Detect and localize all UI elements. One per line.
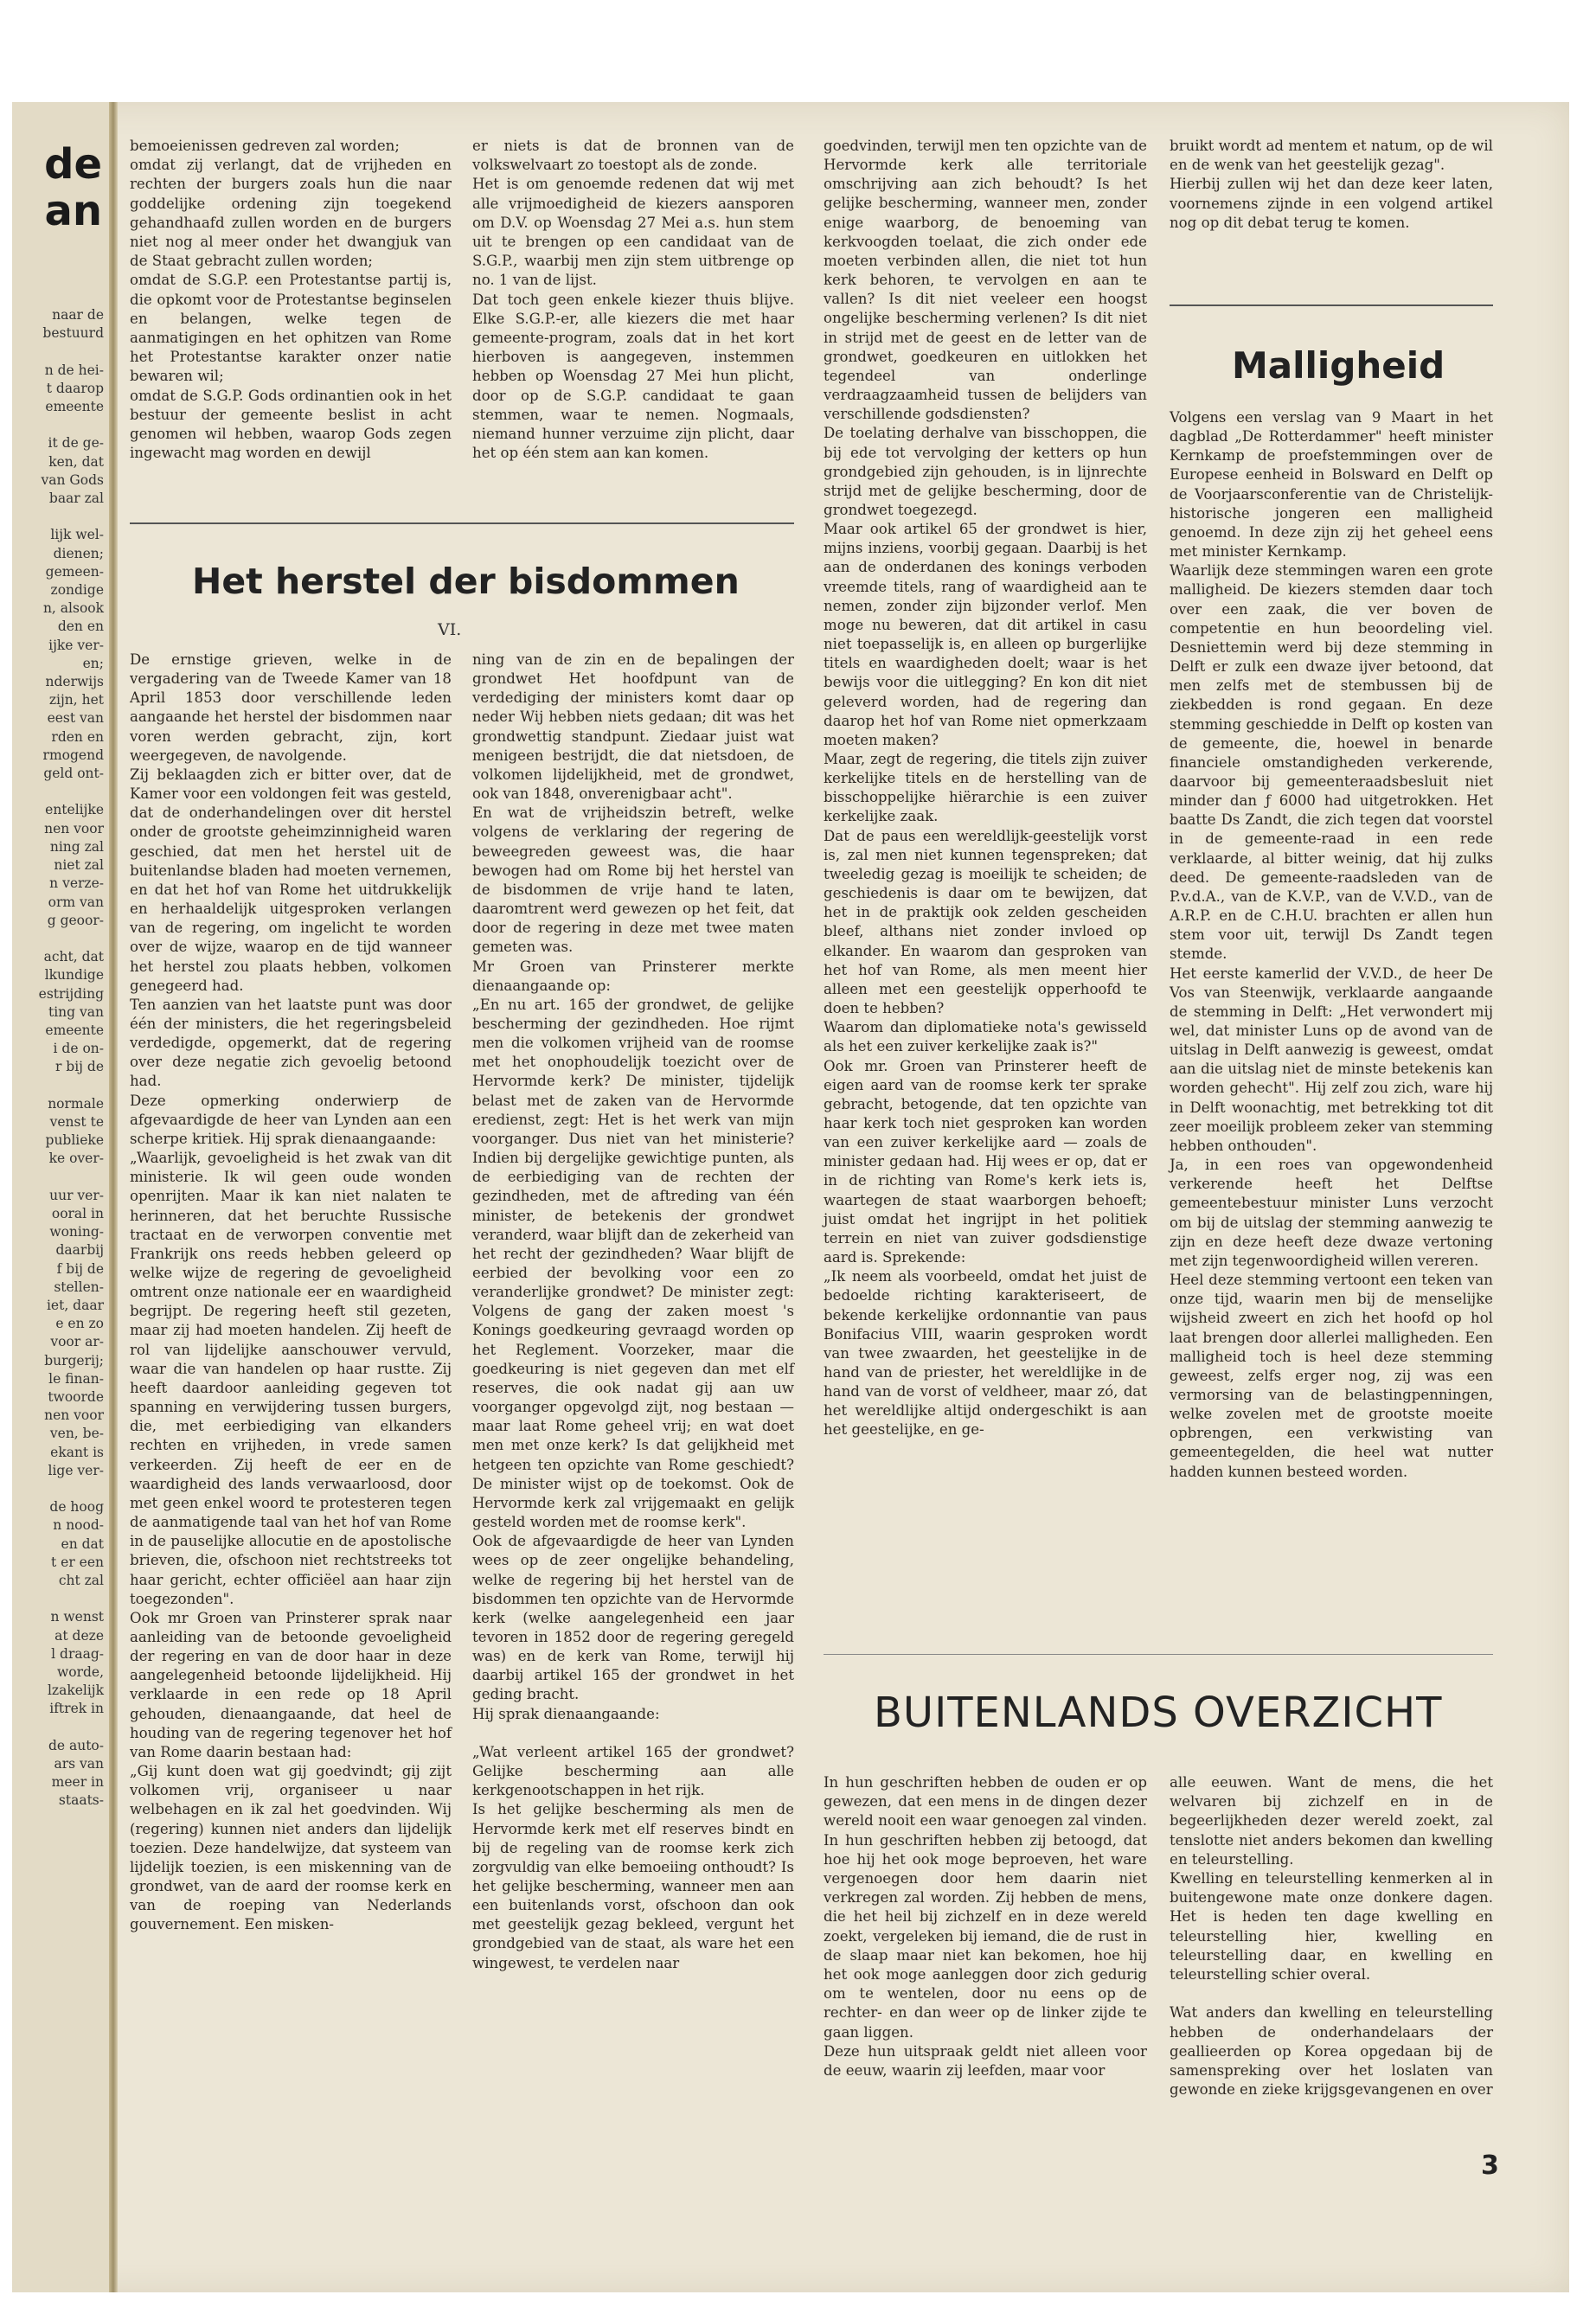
fragment-text: naar de bestuurd n de hei- t daarop emeente it de ge- ken, dat van Gods baar zal lijk wel- dienen; gemeen- zondige n, alsook den en ijke ver- en; nderwijs zijn, het eest van rden en rmogend geld ont- entelijke nen voor ning zal niet zal n verze- orm van g geoor- acht, dat lkundige estrijding ting van emeente i de on- r bij de normale venst te publieke ke over- uur ver- ooral in woning- daarbij f bij de stellen- iet, daar e en zo voor ar- burgerij; le finan- twoorde nen voor ven, be- ekant is lige ver- de hoog n nood- en dat t er een cht zal n wenst at deze l draag- worde, lzakelijk iftrek in de auto- ars van meer in staats- xyxy=(38,307,104,1809)
bisdommen-column-1: De ernstige grieven, welke in de vergadering van de Tweede Kamer van 18 April 1853 door verschillende leden aangaande het herstel der bisdommen naar voren werden gebracht, zijn, kort weergegeven, de navolgende. Zij beklaagden zich er bitter over, dat de Kamer voor een voldongen feit was gesteld, dat de onderhandelingen over dit herstel onder de grootste geheimzinnigheid waren geschied, dat men het herstel uit de buitenlandse bladen had moeten vernemen, en dat het hof van Rome het uitdrukkelijk en herhaaldelijk uitgesproken verlangen van de regering, om ingelicht te worden over de wijze, waarop en de tijd wanneer het herstel zou plaats hebben, volkomen genegeerd had. Ten aanzien van het laatste punt was door één der ministers, die het regeringsbeleid verdedigde, opgemerkt, dat de regering over deze negatie zich gevoelig betoond had. Deze opmerking onderwierp de afgevaardigde de heer van Lynden aan een scherpe kritiek. Hij sprak dienaangaande: „Waarlijk, gevoeligheid is het zwak van dit ministerie. Ik wil geen oude wonden openrijten. Maar ik kan niet nalaten te herinneren, dat het beruchte Russische tractaat en de verworpen conventie met Frankrijk ons reeds hebben geleerd op welke wijze de regering de gevoeligheid omtrent onze nationale eer en waardigheid begrijpt. De regering heeft stil gezeten, maar zij had moeten handelen. Zij heeft de rol van lijdelijke aanschouwer vervuld, waar die van handelen op haar rustte. Zij heeft daardoor aanleiding gegeven tot spanning en verwijdering tussen burgers, die, met eerbiediging van elkanders rechten en vrijheden, in vrede samen verkeerden. Zij heeft de eer en de waardigheid des lands verwaarloosd, door met geen enkel woord te protesteren tegen de aanmatigende taal van het hof van Rome in de pauselijke allocutie en de apostolische brieven, die, ofschoon niet rechtstreeks tot haar gericht, echter officiëel aan haar zijn toegezonden". Ook mr Groen van Prinsterer sprak naar aanleiding van de betoonde gevoeligheid der regering en van de door haar in deze aangelegenheid betoonde lijdelijkheid. Hij verklaarde in een rede op 18 April gehouden, dienaangaande, dat heel de houding van de regering tegenover het hof van Rome daarin bestaan had: „Gij kunt doen wat gij goedvindt; gij zijt volkomen vrij, organiseer u naar welbehagen en ik zal het goedvinden. Wij (regering) kunnen niet anders dan lijdelijk toezien. Deze handelwijze, dat systeem van lijdelijk toezien, is een miskenning van de grondwet, van de aard der roomse kerk en van de roeping van Nederlands gouvernement. Een misken- xyxy=(130,651,452,1933)
fragment-heading-2: an xyxy=(44,187,102,235)
section-divider xyxy=(130,522,794,524)
buitenlands-divider xyxy=(824,1654,1493,1655)
top-column-1: bemoeienissen gedreven zal worden; omdat zij verlangt, dat de vrijheden en rechten der burgers zoals hun die naar goddelijke ordening zijn toegekend gehandhaafd zullen worden en de burgers niet nog al meer onder het dwangjuk van de Staat gebracht zullen worden; omdat de S.G.P. een Protestantse partij is, die opkomt voor de Protestantse beginselen en belangen, welke tegen de aanmatigingen en het ophitzen van Rome het Protestantse karakter onzer natie bewaren wil; omdat de S.G.P. Gods ordinantien ook in het bestuur der gemeente beslist in acht genomen wil hebben, waarop Gods zegen ingewacht mag worden en dewijl xyxy=(130,138,452,462)
buitenlands-column-2: alle eeuwen. Want de mens, die het welvaren bij zichzelf en in de begeerlijkheden dezer wereld zoekt, zal tenslotte niet anders bekomen dan kwelling en teleurstelling. Kwelling en teleurstelling kenmerken al in buitengewone mate onze donkere dagen. Het is heden ten dage kwelling en teleurstelling hier, kwelling en teleurstelling daar, en kwelling en teleurstelling schier overal. Wat anders dan kwelling en teleurstelling hebben de onderhandelaars der geallieerden op Korea opgedaan bij de samenspreking over het loslaten van gewonde en zieke krijgsgevangenen en over xyxy=(1170,1774,1493,2099)
bisdommen-headline: Het herstel der bisdommen xyxy=(192,561,740,602)
malligheid-body: Volgens een verslag van 9 Maart in het dagblad „De Rotterdammer" heeft minister Kernkamp de proefstemmingen over de Europese eenheid in Bolsward en Delft op de Voorjaarsconferentie van de Christelijk-historische jongeren een malligheid genoemd. In deze zijn zij het geheel eens met minister Kernkamp. Waarlijk deze stemmingen waren een grote malligheid. De kiezers stemden daar toch over een zaak, die ver boven de competentie en hun beoordeling viel. Desniettemin werd bij deze stemming in Delft er zulk een dwaze ijver betoond, dat men zelfs met de stembussen bij de ziekbedden is rond gegaan. En deze stemming geschiedde in Delft op kosten van de gemeente, die, hoewel in benarde financiele omstandigheden verkerende, daarvoor bij gemeenteraadsbesluit niet minder dan ƒ 6000 had uitgetrokken. Het baatte Ds Zandt, die zich tegen dat voorstel in de gemeente-raad in een rede verklaarde, al bitter weinig, dat hij zulks deed. De gemeente-raadsleden van de P.v.d.A., van de K.V.P., van de V.V.D., van de A.R.P. en de C.H.U. brachten er allen hun stem voor uit, terwijl Ds Zandt tegen stemde. Het eerste kamerlid der V.V.D., de heer De Vos van Steenwijk, verklaarde aangaande de stemming in Delft: „Het verwondert mij wel, dat minister Luns op de avond van de uitslag in Delft aanwezig is geweest, omdat aan die uitslag niet de minste betekenis kan worden gehecht". Hij zelf zou zich, ware hij in Delft woonachtig, met betrekking tot dit zeer moeilijk probleem zeker van stemming hebben onthouden". Ja, in een roes van opgewondenheid verkerende heeft het Delftse gemeentebestuur minister Luns verzocht om bij de uitslag der stemming aanwezig te zijn en deze heeft deze dwaze vertoning met zijn tegenwoordigheid willen vereren. Heel deze stemming vertoont een teken van onze tijd, waarin men bij de menselijke wijsheid zweert en zich het hoofd op hol laat brengen door allerlei malligheden. Een malligheid toch is heel deze stemming geweest, zelfs erger nog, zij was een vermorsing van de belastingpenningen, welke zovelen met de grootste moeite opbrengen, een verkwisting van gemeentegelden, die heel wat nutter hadden kunnen besteed worden. xyxy=(1170,409,1493,1480)
fragment-heading-1: de xyxy=(44,140,102,189)
page-number: 3 xyxy=(1481,2150,1499,2181)
malligheid-headline: Malligheid xyxy=(1232,344,1445,387)
previous-page-fragment xyxy=(12,102,109,2292)
top-column-4: bruikt wordt ad mentem et natum, op de wil en de wenk van het geestelijk gezag". Hierbij zullen wij het dan deze keer laten, voornemens zijnde in een volgend artikel nog op dit debat terug te komen. xyxy=(1170,138,1493,231)
buitenlands-column-1: In hun geschriften hebben de ouden er op gewezen, dat een mens in de dingen dezer wereld nooit een waar genoegen zal vinden. In hun geschriften hebben zij betoogd, dat hoe hij het ook moge beproeven, het ware vergenoegen door hem daarin niet verkregen zal worden. Zij hebben de mens, die het heil bij zichzelf en in deze wereld zoekt, vergeleken bij iemand, die de rust in de slaap maar niet kan bekomen, hoe hij het ook moge aanleggen door zich gedurig om te wentelen, door nu eens op de rechter- en dan weer op de linker zijde te gaan liggen. Deze hun uitspraak geldt niet alleen voor de eeuw, waarin zij leefden, maar voor xyxy=(824,1774,1147,2080)
bisdommen-column-3: goedvinden, terwijl men ten opzichte van de Hervormde kerk alle territoriale omschrijving aan zich behoudt? Is het gelijke bescherming, wanneer men, zonder enige waarborg, de benoeming van kerkvoogden toelaat, die zich onder ede moeten verbinden allen, die niet tot hun kerk behoren, te vervolgen en aan te vallen? Is dit niet veeleer een hoogst ongelijke bescherming verlenen? Is dit niet in strijd met de geest en de letter van de grondwet, goedkeuren en uitlokken het tegendeel van onderlinge verdraagzaamheid tussen de belijders van verschillende godsdiensten? De toelating derhalve van bisschoppen, die bij ede tot vervolging der ketters op hun grondgebied zijn gehouden, is in lijnrechte strijd met de gelijke bescherming, door de grondwet toegezegd. Maar ook artikel 65 der grondwet is hier, mijns inziens, voorbij gegaan. Daarbij is het aan de onderdanen des konings verboden vreemde titels, rang of waardigheid aan te nemen, zonder zijn bijzonder verlof. Men moge nu beweren, dat dit artikel in casu niet toepasselijk is, en alleen op burgerlijke titels en waardigheden doelt; waar is het bewijs voor die uitlegging? En kon dit niet geleverd worden, had de regering dan daarop het hof van Rome niet opmerkzaam moeten maken? Maar, zegt de regering, die titels zijn zuiver kerkelijke titels en de herstelling van de bisschoppelijke hiërarchie is een zuiver kerkelijke zaak. Dat de paus een wereldlijk-geestelijk vorst is, zal men niet kunnen tegenspreken; dat tweeledig gezag is moeilijk te scheiden; de geschiedenis is daar om te bewijzen, dat het in de praktijk ook zelden gescheiden bleef, althans niet zonder invloed op elkander. En waarom dan gesproken van het hof van Rome, als men meent hier alleen met een geestelijk opperhoofd te doen te hebben? Waarom dan diplomatieke nota's gewisseld als het een zuiver kerkelijke zaak is?" Ook mr. Groen van Prinsterer heeft de eigen aard van de roomse kerk ter sprake gebracht, betogende, dat ten opzichte van haar kerk toch niet gesproken kan worden van een zuiver kerkelijke aard — zoals de minister gedaan had. Hij wees er op, dat er in de richting van Rome's kerk iets is, waartegen de staat waarborgen behoeft; juist omdat het ingrijpt in het politiek terrein en niet van zuiver godsdienstige aard is. Sprekende: „Ik neem als voorbeeld, omdat het juist de bedoelde richting karakteriseert, de bekende kerkelijke ordonnantie van paus Bonifacius VIII, waarin gesproken wordt van twee zwaarden, het geestelijke in de hand van de priester, het wereldlijke in de hand van de vorst of veldheer, maar zó, dat het wereldlijke altijd ondergeschikt is aan het geestelijke, en ge- xyxy=(824,138,1147,1439)
bisdommen-part-number: VI. xyxy=(438,620,462,639)
buitenlands-headline: BUITENLANDS OVERZICHT xyxy=(874,1689,1443,1737)
top-column-2: er niets is dat de bronnen van de volkswelvaart zo toestopt als de zonde. Het is om genoemde redenen dat wij met alle vrijmoedigheid de kiezers aansporen om D.V. op Woensdag 27 Mei a.s. hun stem uit te brengen op een candidaat van de S.G.P., waarbij men zijn stem uitbrenge op no. 1 van de lijst. Dat toch geen enkele kiezer thuis blijve. Elke S.G.P.-er, alle kiezers die met haar gemeente-program, zoals dat in het kort hierboven is aangegeven, instemmen hebben op Woensdag 27 Mei hun plicht, door op de S.G.P. candidaat te gaan stemmen, waar te nemen. Nogmaals, niemand hunner verzuime zijn plicht, daar het op één stem aan kan komen. xyxy=(472,138,794,462)
page-fold xyxy=(109,102,118,2292)
malligheid-divider xyxy=(1170,304,1493,306)
bisdommen-column-2: ning van de zin en de bepalingen der grondwet Het hoofdpunt van de verdediging der ministers komt daar op neder Wij hebben niets gedaan; dit was het grondwettig standpunt. Ziedaar juist wat menigeen bestrijdt, die dat nietsdoen, de volkomen lijdelijkheid, met de grondwet, ook van 1848, onverenigbaar acht". En wat de vrijheidszin betreft, welke volgens de verklaring der regering de beweegreden geweest was, die haar bewogen had om Rome bij het herstel van de bisdommen de vrije hand te laten, daaromtrent werd gewezen op het feit, dat door de regering in deze met twee maten gemeten was. Mr Groen van Prinsterer merkte dienaangaande op: „En nu art. 165 der grondwet, de gelijke bescherming der gezindheden. Hoe rijmt men die volkomen vrijheid van de roomse met het onophoudelijk toezicht over de Hervormde kerk? De minister, tijdelijk belast met de zaken van de Hervormde eredienst, zegt: Het is het werk van mijn voorganger. Dus niet van het ministerie? Indien bij dergelijke gewichtige punten, als de eerbiediging van de rechten der gezindheden, met de aftreding van één minister, de betekenis der grondwet veranderd, waar blijft dan de zekerheid van het recht der gezindheden? Waar blijft de eerbied der bevolking voor een zo veranderlijke grondwet? De minister zegt: Volgens de gang der zaken moest 's Konings goedkeuring gevraagd worden op het Reglement. Voorzeker, maar die goedkeuring is niet gegeven dan met elf reserves, die ook nadat gij aan uw voorganger opgevolgd zijt, nog bestaan — maar laat Rome geheel vrij; en wat doet men met onze kerk? Is dat gelijkheid met hetgeen ten opzichte van Rome geschiedt? De minister wijst op de toekomst. Ook de Hervormde kerk zal vrijgemaakt en gelijk gesteld worden met de roomse kerk". Ook de afgevaardigde de heer van Lynden wees op de zeer ongelijke behandeling, welke de regering bij het herstel van de bisdommen ten opzichte van de Hervormde kerk (welke aangelegenheid een jaar tevoren in 1852 door de regering geregeld was) en de kerk van Rome, terwijl hij daarbij artikel 165 der grondwet in het geding bracht. Hij sprak dienaangaande: „Wat verleent artikel 165 der grondwet? Gelijke bescherming aan alle kerkgenootschappen in het rijk. Is het gelijke bescherming als men de Hervormde kerk met elf reserves bindt en bij de regeling van de roomse kerk zich zorgvuldig van elke bemoeiing onthoudt? Is het gelijke bescherming, wanneer men aan een buitenlands vorst, ofschoon dan ook met geestelijk gezag bekleed, vergunt het grondgebied van de staat, als ware het een wingewest, te verdelen naar xyxy=(472,651,794,1971)
